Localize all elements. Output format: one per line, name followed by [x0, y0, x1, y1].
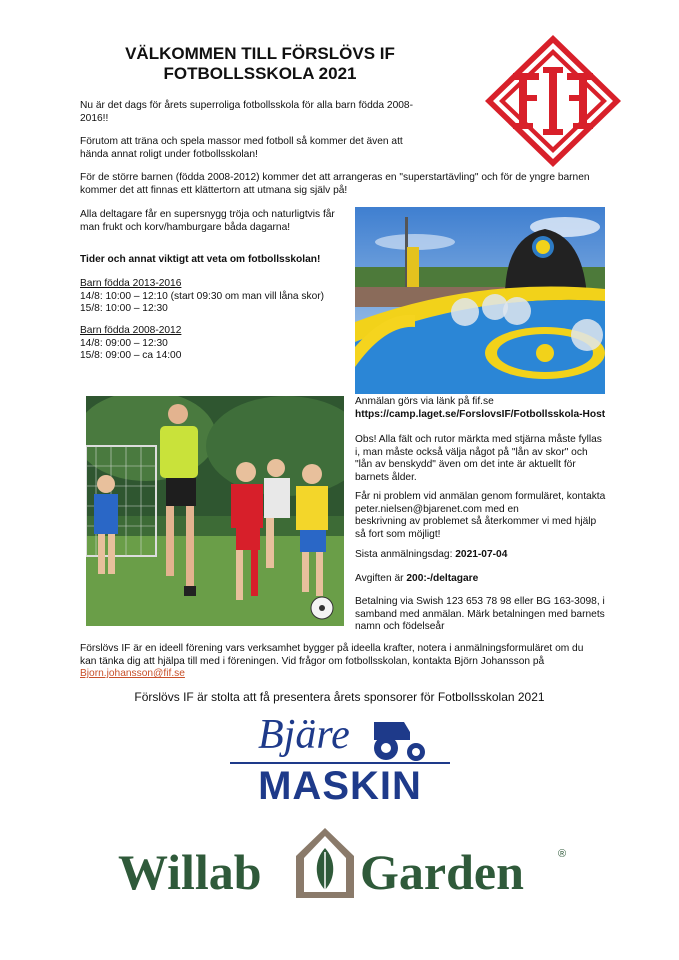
intro-paragraph-3 — [80, 172, 620, 197]
schedule-line: 15/8: 09:00 – ca 14:00 — [80, 350, 182, 362]
schedule-group-young — [80, 278, 360, 316]
willab-garden-logo — [118, 822, 578, 902]
intro-line: Alla deltagare får en supersnygg tröja och naturligtvis får — [80, 209, 335, 220]
schedule-line: 15/8: 10:00 – 12:30 — [80, 303, 168, 315]
house-leaf-icon — [294, 826, 356, 900]
registration-problem — [355, 491, 625, 541]
note-line: i, man måste också välja något på "lån av skor" och — [355, 446, 588, 458]
registered-mark: ® — [558, 848, 567, 860]
fee-line — [355, 573, 625, 586]
problem-line: Får ni problem vid anmälan genom formuläret, kontakta — [355, 491, 606, 502]
schedule-line: 14/8: 10:00 – 12:10 (start 09:30 om man vill låna skor) — [80, 290, 325, 302]
fif-logo — [483, 33, 623, 169]
intro-paragraph-4 — [80, 209, 360, 234]
football-kids-photo — [86, 396, 344, 626]
problem-line: så fort som möjligt! — [355, 528, 441, 540]
registration-intro: Anmälan görs via länk på fif.se — [355, 396, 494, 407]
schedule-group-older — [80, 325, 360, 363]
deadline-line — [355, 549, 625, 562]
note-line: Obs! Alla fält och rutor märkta med stjärna måste fyllas — [355, 434, 602, 445]
payment-line: samband med anmälan. Märk betalningen med barnets — [355, 608, 605, 620]
title-line-2: FOTBOLLSSKOLA 2021 — [163, 64, 357, 83]
fee-label: Avgiften är — [355, 573, 407, 584]
schedule-heading: Tider och annat viktigt att veta om fotbollsskolan! — [80, 254, 321, 265]
deadline-value: 2021-07-04 — [455, 549, 508, 560]
tractor-icon — [368, 718, 430, 762]
intro-line: man frukt och korv/hamburgare båda dagarna! — [80, 221, 291, 233]
group-label: Barn födda 2008-2012 — [80, 325, 182, 336]
payment-line: Betalning via Swish 123 653 78 98 eller BG 163-3098, i — [355, 596, 605, 607]
problem-line[interactable]: peter.nielsen@bjarenet.com med en — [355, 503, 519, 515]
note-line: "lån av benskydd" även om det inte är aktuellt för — [355, 459, 576, 471]
garden-wordmark: Garden — [360, 844, 524, 900]
deadline-label: Sista anmälningsdag: — [355, 549, 456, 560]
intro-line: kommer det att finnas ett klättertorn att utmana sig själv på! — [80, 184, 348, 196]
title-line-1: VÄLKOMMEN TILL FÖRSLÖVS IF — [125, 44, 395, 63]
bjare-wordmark: Bjäre — [258, 712, 350, 758]
registration-link[interactable]: https://camp.laget.se/ForslovsIF/Fotbollsskola-Host — [355, 408, 606, 420]
bjare-maskin-logo — [230, 712, 450, 810]
registration-note — [355, 434, 625, 484]
willab-wordmark: Willab — [118, 844, 262, 900]
intro-paragraph-2 — [80, 136, 480, 161]
club-info — [80, 643, 640, 681]
intro-line: hända annat roligt under fotbollsskolan! — [80, 148, 258, 160]
sponsors-heading: Förslövs IF är stolta att få presentera årets sponsorer för Fotbollsskolan 2021 — [134, 690, 545, 704]
maskin-wordmark: MASKIN — [258, 764, 422, 808]
intro-paragraph-1 — [80, 100, 480, 125]
inflatable-arena-photo — [355, 207, 605, 394]
registration-block — [355, 396, 655, 421]
note-line: barnets ålder. — [355, 471, 417, 483]
contact-email-link[interactable]: Bjorn.johansson@fif.se — [80, 668, 185, 680]
fee-value: 200:-/deltagare — [406, 573, 479, 584]
page-title — [80, 44, 440, 84]
intro-line: 2016!! — [80, 112, 109, 124]
intro-line: Förutom att träna och spela massor med fotboll så kommer det även att — [80, 136, 403, 147]
payment-line: namn och födelseår — [355, 621, 445, 633]
schedule-line: 14/8: 09:00 – 12:30 — [80, 337, 168, 349]
club-line: Förslövs IF är en ideell förening vars verksamhet bygger på ideella krafter, notera i anmälningsformuläret om du — [80, 643, 584, 654]
group-label: Barn födda 2013-2016 — [80, 278, 182, 289]
intro-line: Nu är det dags för årets superroliga fotbollsskola för alla barn födda 2008- — [80, 100, 413, 111]
problem-line: beskrivning av problemet så återkommer vi med hjälp — [355, 516, 597, 528]
payment-info — [355, 596, 635, 634]
intro-line: För de större barnen (födda 2008-2012) kommer det att arrangeras en "superstartävling" och för de yngre barnen — [80, 172, 590, 183]
club-line: kan tänka dig att hjälpa till med i föreningen. Vid frågor om fotbollsskolan, kontakta Björn Johansson på — [80, 655, 545, 667]
